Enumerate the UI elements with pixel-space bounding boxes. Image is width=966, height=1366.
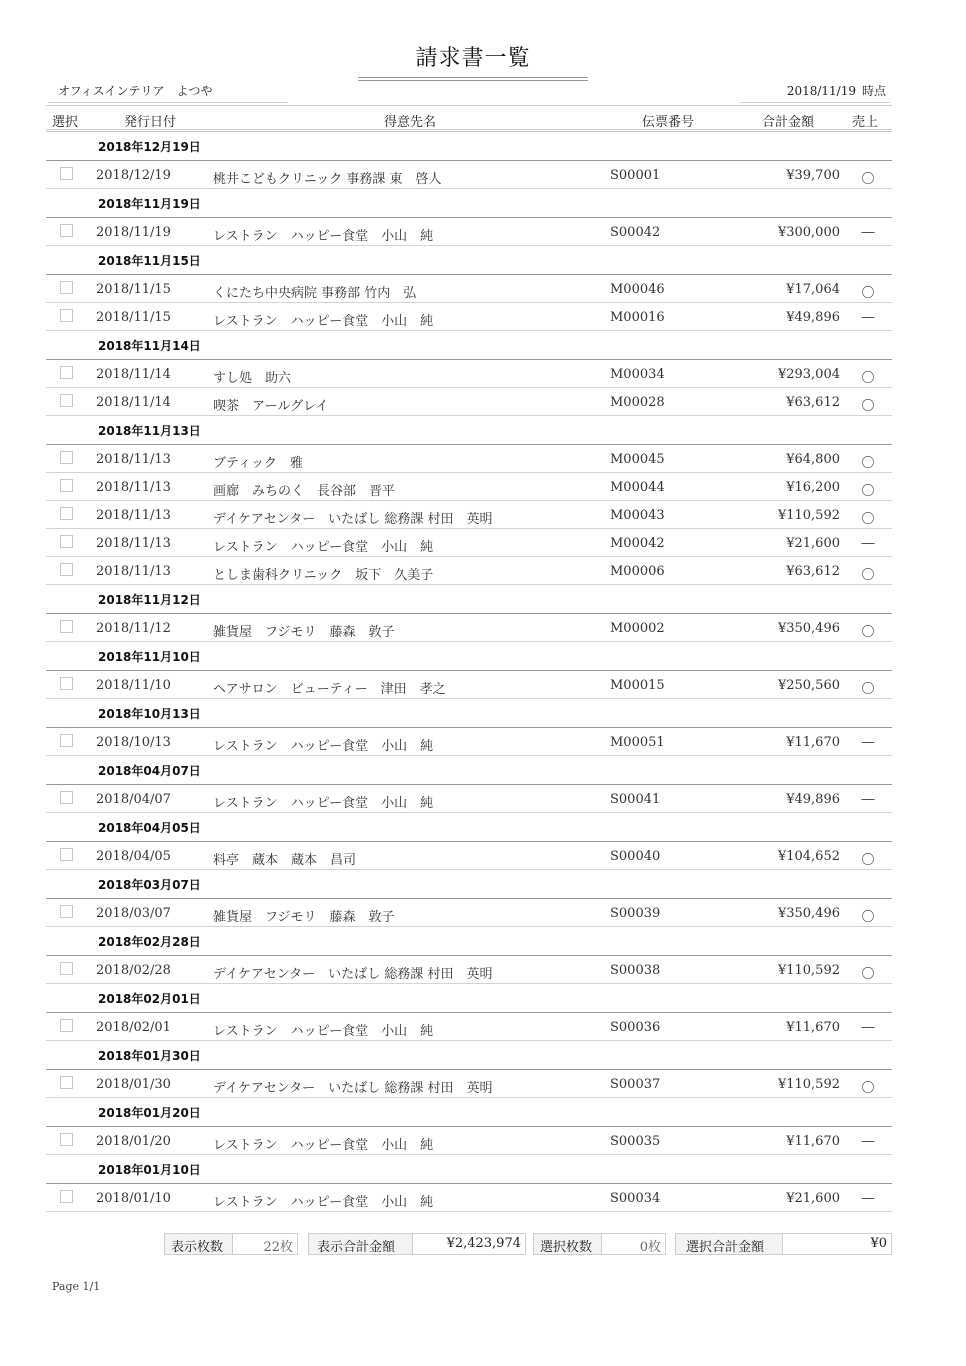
client-name: 喫茶 アールグレイ <box>213 399 329 414</box>
selected-total-label: 選択合計金額 <box>676 1234 783 1254</box>
date-group-header: 2018年11月14日 <box>46 331 892 360</box>
select-checkbox[interactable] <box>60 535 73 548</box>
client-name: デイケアセンター いたばし 総務課 村田 英明 <box>213 512 493 527</box>
select-checkbox[interactable] <box>60 791 73 804</box>
total-amount: ¥21,600 <box>786 1191 840 1206</box>
sold-status: ― <box>861 536 875 551</box>
select-checkbox[interactable] <box>60 677 73 690</box>
date-group-header: 2018年11月19日 <box>46 189 892 218</box>
issue-date: 2018/12/19 <box>96 168 171 183</box>
invoice-row <box>46 557 892 585</box>
invoice-row <box>46 671 892 699</box>
select-checkbox[interactable] <box>60 962 73 975</box>
issue-date: 2018/11/13 <box>96 536 171 551</box>
select-checkbox[interactable] <box>60 1076 73 1089</box>
date-group-header: 2018年01月30日 <box>46 1041 892 1070</box>
slip-number: S00035 <box>610 1134 661 1149</box>
client-name: 桃井こどもクリニック 事務課 東 啓人 <box>213 172 442 187</box>
page-number: Page 1/1 <box>52 1280 101 1293</box>
client-name: 画廊 みちのく 長谷部 晋平 <box>213 484 396 499</box>
column-header-select: 選択 <box>52 115 79 130</box>
sold-status: ― <box>861 225 875 240</box>
issue-date: 2018/04/05 <box>96 849 171 864</box>
slip-number: M00006 <box>610 564 665 579</box>
invoice-row <box>46 899 892 927</box>
issue-date: 2018/11/13 <box>96 564 171 579</box>
select-checkbox[interactable] <box>60 848 73 861</box>
selected-count-label: 選択枚数 <box>534 1234 602 1254</box>
client-name: ヘアサロン ビューティー 津田 孝之 <box>213 682 446 697</box>
total-amount: ¥63,612 <box>786 395 840 410</box>
invoice-row <box>46 1070 892 1098</box>
issue-date: 2018/01/20 <box>96 1134 171 1149</box>
client-name: すし処 助六 <box>213 371 292 386</box>
select-checkbox[interactable] <box>60 620 73 633</box>
slip-number: S00041 <box>610 792 661 807</box>
selected-total-box <box>675 1233 892 1255</box>
page-title: 請求書一覧 <box>415 46 531 71</box>
invoice-row <box>46 501 892 529</box>
client-name: 雑貨屋 フジモリ 藤森 敦子 <box>213 625 395 640</box>
shown-total-box <box>308 1233 526 1255</box>
sold-status: 〇 <box>861 371 875 386</box>
invoice-row <box>46 1013 892 1041</box>
select-checkbox[interactable] <box>60 905 73 918</box>
select-checkbox[interactable] <box>60 1190 73 1203</box>
total-amount: ¥39,700 <box>786 168 840 183</box>
client-name: レストラン ハッピー食堂 小山 純 <box>213 739 434 754</box>
select-checkbox[interactable] <box>60 224 73 237</box>
select-checkbox[interactable] <box>60 479 73 492</box>
slip-number: S00038 <box>610 963 661 978</box>
client-name: レストラン ハッピー食堂 小山 純 <box>213 796 434 811</box>
invoice-row <box>46 1127 892 1155</box>
sold-status: ― <box>861 1191 875 1206</box>
total-amount: ¥293,004 <box>777 367 840 382</box>
select-checkbox[interactable] <box>60 1133 73 1146</box>
date-group-header: 2018年02月28日 <box>46 927 892 956</box>
as-of-suffix: 時点 <box>861 84 886 98</box>
issue-date: 2018/04/07 <box>96 792 171 807</box>
select-checkbox[interactable] <box>60 563 73 576</box>
client-name: としま歯科クリニック 坂下 久美子 <box>213 568 434 583</box>
client-name: レストラン ハッピー食堂 小山 純 <box>213 540 434 555</box>
sold-status: 〇 <box>861 512 875 527</box>
date-group-header: 2018年11月10日 <box>46 642 892 671</box>
sold-status: ― <box>861 1020 875 1035</box>
title-underline <box>358 77 588 81</box>
company-name: オフィスインテリア よつや <box>48 82 288 103</box>
slip-number: M00016 <box>610 310 665 325</box>
issue-date: 2018/02/01 <box>96 1020 171 1035</box>
invoice-row <box>46 614 892 642</box>
column-header-client: 得意先名 <box>384 115 437 130</box>
shown-count-label: 表示枚数 <box>165 1234 233 1254</box>
date-group-header: 2018年01月20日 <box>46 1098 892 1127</box>
invoice-row <box>46 529 892 557</box>
total-amount: ¥11,670 <box>786 735 840 750</box>
slip-number: M00002 <box>610 621 665 636</box>
slip-number: M00034 <box>610 367 665 382</box>
invoice-row <box>46 218 892 246</box>
shown-count-box <box>164 1233 298 1255</box>
slip-number: M00042 <box>610 536 665 551</box>
slip-number: S00034 <box>610 1191 661 1206</box>
selected-total-value: ¥0 <box>870 1236 887 1251</box>
select-checkbox[interactable] <box>60 1019 73 1032</box>
sold-status: ― <box>861 735 875 750</box>
date-group-header: 2018年12月19日 <box>46 132 892 161</box>
slip-number: M00046 <box>610 282 665 297</box>
select-checkbox[interactable] <box>60 394 73 407</box>
slip-number: M00015 <box>610 678 665 693</box>
total-amount: ¥17,064 <box>786 282 840 297</box>
total-amount: ¥11,670 <box>786 1134 840 1149</box>
issue-date: 2018/03/07 <box>96 906 171 921</box>
issue-date: 2018/11/12 <box>96 621 171 636</box>
sold-status: 〇 <box>861 682 875 697</box>
shown-total-value: ¥2,423,974 <box>446 1236 521 1251</box>
slip-number: M00051 <box>610 735 665 750</box>
issue-date: 2018/11/14 <box>96 367 171 382</box>
client-name: レストラン ハッピー食堂 小山 純 <box>213 314 434 329</box>
issue-date: 2018/10/13 <box>96 735 171 750</box>
date-group-header: 2018年01月10日 <box>46 1155 892 1184</box>
client-name: くにたち中央病院 事務部 竹内 弘 <box>213 286 417 301</box>
sold-status: 〇 <box>861 286 875 301</box>
client-name: レストラン ハッピー食堂 小山 純 <box>213 1024 434 1039</box>
date-group-header: 2018年11月12日 <box>46 585 892 614</box>
date-group-header: 2018年04月05日 <box>46 813 892 842</box>
total-amount: ¥350,496 <box>777 906 840 921</box>
sold-status: 〇 <box>861 399 875 414</box>
total-amount: ¥16,200 <box>786 480 840 495</box>
slip-number: S00001 <box>610 168 661 183</box>
sold-status: 〇 <box>861 625 875 640</box>
total-amount: ¥300,000 <box>777 225 840 240</box>
issue-date: 2018/02/28 <box>96 963 171 978</box>
sold-status: 〇 <box>861 853 875 868</box>
select-checkbox[interactable] <box>60 167 73 180</box>
client-name: 料亭 蔵本 蔵本 昌司 <box>213 853 357 868</box>
total-amount: ¥11,670 <box>786 1020 840 1035</box>
issue-date: 2018/01/10 <box>96 1191 171 1206</box>
as-of-date-value: 2018/11/19 <box>786 84 856 98</box>
sold-status: ― <box>861 792 875 807</box>
issue-date: 2018/11/10 <box>96 678 171 693</box>
issue-date: 2018/11/13 <box>96 508 171 523</box>
issue-date: 2018/11/19 <box>96 225 171 240</box>
slip-number: M00044 <box>610 480 665 495</box>
column-header-issue-date: 発行日付 <box>124 115 177 130</box>
sold-status: 〇 <box>861 484 875 499</box>
select-checkbox[interactable] <box>60 451 73 464</box>
table-header <box>46 105 892 132</box>
total-amount: ¥21,600 <box>786 536 840 551</box>
selected-count-value: 0枚 <box>639 1240 661 1255</box>
page-title-block <box>358 44 588 81</box>
invoice-row <box>46 956 892 984</box>
date-group-header: 2018年03月07日 <box>46 870 892 899</box>
total-amount: ¥64,800 <box>786 452 840 467</box>
slip-number: S00040 <box>610 849 661 864</box>
date-group-header: 2018年11月13日 <box>46 416 892 445</box>
invoice-row <box>46 275 892 303</box>
date-group-header: 2018年02月01日 <box>46 984 892 1013</box>
shown-count-value: 22枚 <box>263 1240 293 1255</box>
invoice-row <box>46 842 892 870</box>
sold-status: 〇 <box>861 568 875 583</box>
select-checkbox[interactable] <box>60 734 73 747</box>
total-amount: ¥63,612 <box>786 564 840 579</box>
slip-number: S00039 <box>610 906 661 921</box>
total-amount: ¥250,560 <box>777 678 840 693</box>
date-group-header: 2018年11月15日 <box>46 246 892 275</box>
issue-date: 2018/11/14 <box>96 395 171 410</box>
issue-date: 2018/11/15 <box>96 310 171 325</box>
sold-status: 〇 <box>861 910 875 925</box>
as-of-date <box>740 82 890 103</box>
invoice-list <box>46 132 892 1212</box>
client-name: ブティック 雅 <box>213 456 303 471</box>
client-name: デイケアセンター いたばし 総務課 村田 英明 <box>213 967 493 982</box>
slip-number: S00036 <box>610 1020 661 1035</box>
select-checkbox[interactable] <box>60 507 73 520</box>
client-name: デイケアセンター いたばし 総務課 村田 英明 <box>213 1081 493 1096</box>
client-name: レストラン ハッピー食堂 小山 純 <box>213 229 434 244</box>
client-name: レストラン ハッピー食堂 小山 純 <box>213 1138 434 1153</box>
sold-status: 〇 <box>861 456 875 471</box>
sold-status: ― <box>861 310 875 325</box>
column-header-sold: 売上 <box>852 115 879 130</box>
slip-number: M00043 <box>610 508 665 523</box>
sold-status: 〇 <box>861 172 875 187</box>
invoice-row <box>46 1184 892 1212</box>
invoice-row <box>46 388 892 416</box>
column-header-slip-no: 伝票番号 <box>642 115 695 130</box>
total-amount: ¥110,592 <box>777 1077 840 1092</box>
selected-count-box <box>533 1233 666 1255</box>
sold-status: 〇 <box>861 1081 875 1096</box>
total-amount: ¥110,592 <box>777 963 840 978</box>
slip-number: M00045 <box>610 452 665 467</box>
invoice-row <box>46 360 892 388</box>
issue-date: 2018/11/13 <box>96 480 171 495</box>
slip-number: M00028 <box>610 395 665 410</box>
issue-date: 2018/11/13 <box>96 452 171 467</box>
shown-total-label: 表示合計金額 <box>309 1234 413 1254</box>
invoice-row <box>46 161 892 189</box>
column-header-total: 合計金額 <box>762 115 815 130</box>
invoice-row <box>46 303 892 331</box>
sold-status: 〇 <box>861 967 875 982</box>
invoice-row <box>46 728 892 756</box>
sold-status: ― <box>861 1134 875 1149</box>
total-amount: ¥49,896 <box>786 792 840 807</box>
date-group-header: 2018年04月07日 <box>46 756 892 785</box>
issue-date: 2018/01/30 <box>96 1077 171 1092</box>
date-group-header: 2018年10月13日 <box>46 699 892 728</box>
total-amount: ¥49,896 <box>786 310 840 325</box>
select-checkbox[interactable] <box>60 281 73 294</box>
invoice-row <box>46 473 892 501</box>
slip-number: S00037 <box>610 1077 661 1092</box>
slip-number: S00042 <box>610 225 661 240</box>
total-amount: ¥110,592 <box>777 508 840 523</box>
total-amount: ¥104,652 <box>777 849 840 864</box>
issue-date: 2018/11/15 <box>96 282 171 297</box>
select-checkbox[interactable] <box>60 309 73 322</box>
invoice-row <box>46 785 892 813</box>
client-name: 雑貨屋 フジモリ 藤森 敦子 <box>213 910 395 925</box>
total-amount: ¥350,496 <box>777 621 840 636</box>
client-name: レストラン ハッピー食堂 小山 純 <box>213 1195 434 1210</box>
select-checkbox[interactable] <box>60 366 73 379</box>
invoice-row <box>46 445 892 473</box>
